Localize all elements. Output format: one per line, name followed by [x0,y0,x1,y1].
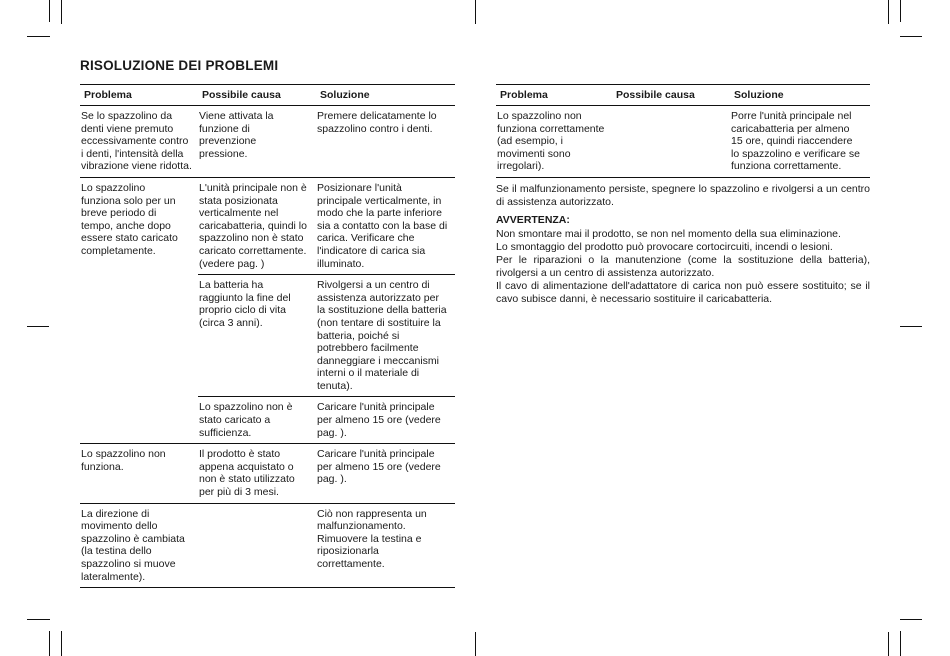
page-title: RISOLUZIONE DEI PROBLEMI [80,58,279,73]
header-solution: Soluzione [730,85,870,106]
header-solution: Soluzione [316,85,455,106]
crop-mark [888,0,889,24]
header-problem: Problema [496,85,612,106]
warning-line: Non smontare mai il prodotto, se non nel momento della sua eliminazione. [496,228,841,240]
header-cause: Possibile causa [198,85,316,106]
crop-mark [900,0,901,22]
crop-mark [475,0,476,24]
problem-cell: Lo spazzolino non funziona. [80,444,198,503]
cause-cell: Il prodotto è stato appena acquistato o non è stato utilizzato per più di 3 mesi. [198,444,316,503]
solution-cell: Porre l'unità principale nel caricabatteria per almeno 15 ore, quindi riaccendere lo spazzolino e verificare se funziona correttamente. [730,106,870,178]
crop-mark [900,619,922,620]
cause-cell: La batteria ha raggiunto la fine del proprio ciclo di vita (circa 3 anni). [198,275,316,397]
problem-cell: Lo spazzolino non funziona correttamente (ad esempio, i movimenti sono irregolari). [496,106,612,178]
crop-mark [27,326,49,327]
crop-mark [49,0,50,22]
solution-cell: Ciò non rappresenta un malfunzionamento. Rimuovere la testina e riposizionarla correttamente. [316,503,455,588]
table-row [80,106,455,178]
problem-cell: Se lo spazzolino da denti viene premuto eccessivamente contro i denti, l'intensità della vibrazione viene ridotta. [80,106,198,178]
cause-cell: L'unità principale non è stata posizionata verticalmente nel caricabatteria, quindi lo spazzolino non è stato caricato correttamente. (vedere pag. ) [198,177,316,274]
crop-mark [27,36,50,37]
cause-cell [198,503,316,588]
troubleshooting-table [80,84,455,588]
table-header-row [80,85,455,106]
solution-cell: Caricare l'unità principale per almeno 15 ore (vedere pag. ). [316,444,455,503]
cause-cell: Viene attivata la funzione di prevenzione pressione. [198,106,316,178]
cause-cell: Lo spazzolino non è stato caricato a sufficienza. [198,397,316,444]
warning-line: Lo smontaggio del prodotto può provocare cortocircuiti, incendi o lesioni. [496,241,833,253]
solution-cell: Premere delicatamente lo spazzolino contro i denti. [316,106,455,178]
warning-line: Per le riparazioni o la manutenzione (come la sostituzione della batteria), rivolgersi a un centro di assistenza autorizzato. [496,254,870,279]
warning-text [496,228,870,306]
crop-mark [49,631,50,656]
problem-cell: Lo spazzolino funziona solo per un breve periodo di tempo, anche dopo essere stato caricato completamente. [80,177,198,443]
table-row [80,177,455,274]
troubleshooting-table [496,84,870,178]
solution-cell: Rivolgersi a un centro di assistenza autorizzato per la sostituzione della batteria (non tentare di sostituire la batteria, poiché si potrebbero facilmente danneggiare i meccanismi interni o il materiale di tenuta). [316,275,455,397]
table-row [80,444,455,503]
warning-line: Il cavo di alimentazione dell'adattatore di carica non può essere sostituito; se il cavo subisce danni, è necessario sostituire il caricabatteria. [496,280,870,305]
crop-mark [475,632,476,656]
table-header-row [496,85,870,106]
persist-note: Se il malfunzionamento persiste, spegnere lo spazzolino e rivolgersi a un centro di assistenza autorizzato. [496,183,870,208]
table-row [80,503,455,588]
solution-cell: Caricare l'unità principale per almeno 15 ore (vedere pag. ). [316,397,455,444]
crop-mark [900,631,901,656]
problem-cell: La direzione di movimento dello spazzolino è cambiata (la testina dello spazzolino si muove lateralmente). [80,503,198,588]
cause-cell [612,106,730,178]
table-row [496,106,870,178]
header-problem: Problema [80,85,198,106]
crop-mark [900,36,922,37]
header-cause: Possibile causa [612,85,730,106]
crop-mark [888,632,889,656]
warning-title: AVVERTENZA: [496,214,570,226]
crop-mark [27,619,50,620]
solution-cell: Posizionare l'unità principale verticalmente, in modo che la parte inferiore sia a contatto con la base di carica. Verificare che l'indicatore di carica sia illuminato. [316,177,455,274]
crop-mark [61,631,62,656]
crop-mark [900,326,922,327]
crop-mark [61,0,62,24]
